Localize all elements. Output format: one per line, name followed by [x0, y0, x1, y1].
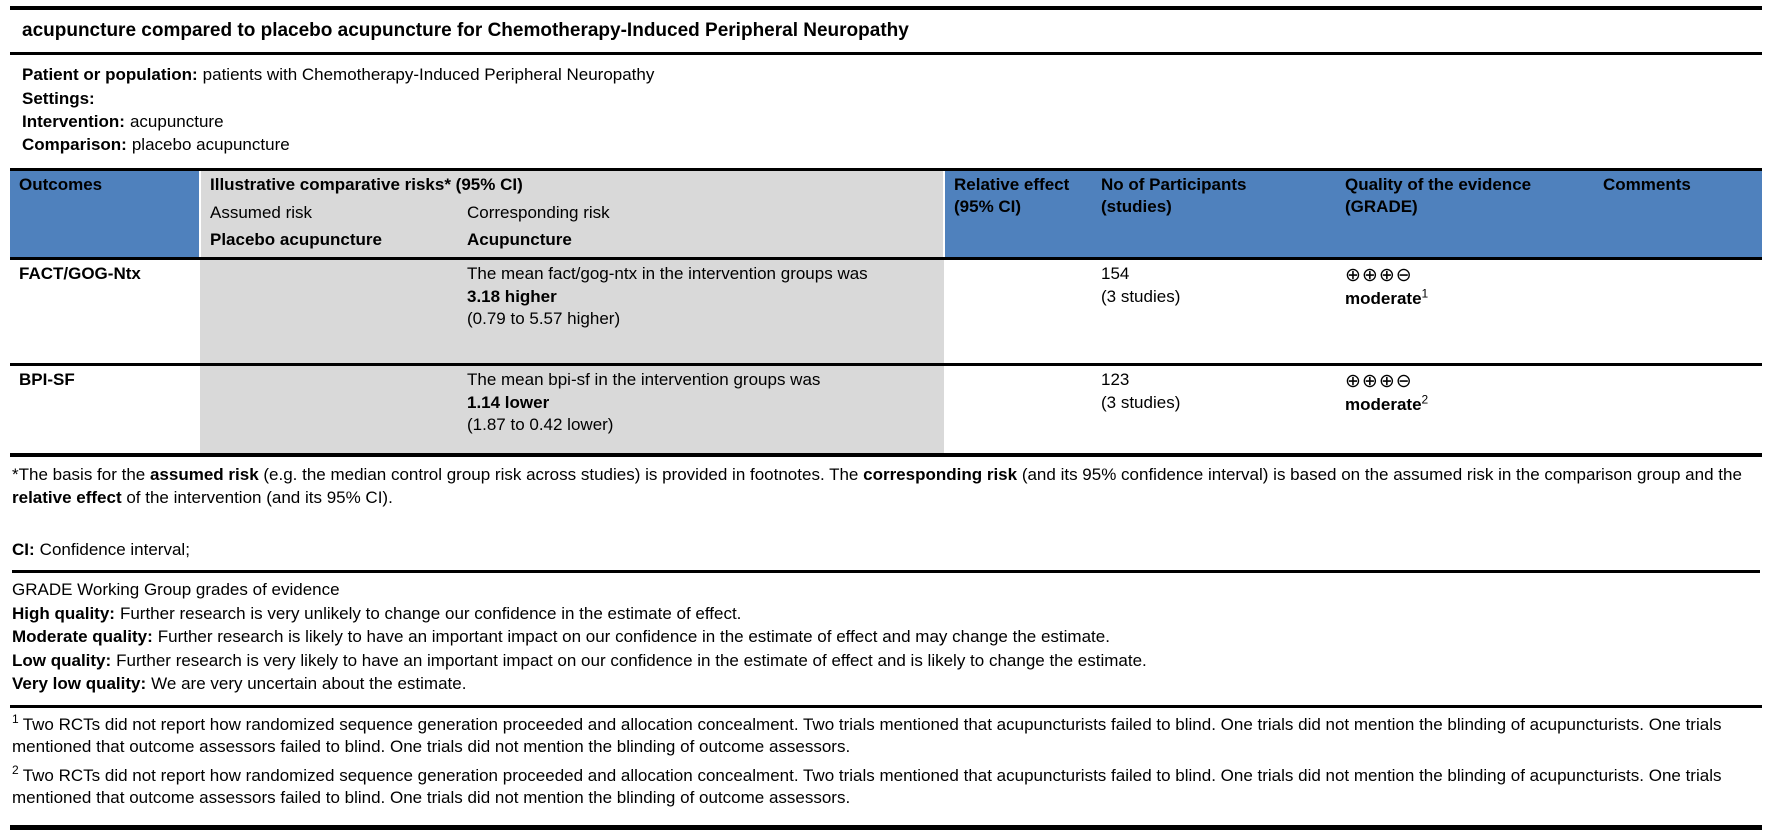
subheader-assumed-risk: Assumed risk — [200, 200, 458, 226]
table-header — [10, 169, 1762, 258]
assumed-risk-footnote: *The basis for the assumed risk (e.g. the median control group risk across studies) is provided in footnotes. The corresponding risk (and its 95% confidence interval) is based on the assumed risk in the comparison group and the relative effect of the intervention (and its 95% CI). — [12, 465, 1742, 507]
quality-cell — [1336, 259, 1594, 365]
subheader-assumed-group: Placebo acupuncture — [200, 227, 458, 259]
quality-cell — [1336, 365, 1594, 456]
relative-effect-cell — [944, 365, 1092, 456]
col-header-quality: Quality of the evidence (GRADE) — [1336, 169, 1594, 258]
footnote-1 — [12, 711, 1760, 759]
comments-cell — [1594, 365, 1762, 456]
outcome-name: BPI-SF — [19, 370, 75, 390]
col-header-outcomes: Outcomes — [10, 169, 200, 258]
table-row-fact-gog-ntx — [10, 259, 1762, 365]
grade-item-high: High quality: Further research is very unlikely to change our confidence in the estimate of effect. — [12, 603, 742, 623]
assumed-risk-cell — [200, 259, 458, 365]
grade-symbols: ⊕⊕⊕⊖ — [1345, 371, 1413, 393]
summary-of-findings-table — [10, 168, 1762, 457]
subheader-corresponding-group: Acupuncture — [458, 227, 944, 259]
outcome-name: FACT/GOG-Ntx — [19, 264, 141, 284]
ci-text: Confidence interval; — [39, 540, 190, 560]
participants-cell: 123 (3 studies) — [1101, 370, 1181, 412]
grade-label: moderate — [1345, 395, 1422, 415]
summary-line-comparison — [22, 134, 1750, 156]
comments-cell — [1594, 259, 1762, 365]
summary-value: placebo acupuncture — [131, 135, 290, 155]
participants-cell: 154 (3 studies) — [1101, 264, 1181, 306]
grade-heading: GRADE Working Group grades of evidence — [12, 580, 340, 600]
col-header-comments: Comments — [1594, 169, 1762, 258]
assumed-risk-cell — [200, 365, 458, 456]
footnote-marker: 2 — [12, 762, 19, 777]
summary-label: Comparison: — [22, 135, 127, 155]
grade-item-very-low: Very low quality: We are very uncertain about the estimate. — [12, 674, 467, 694]
summary-value: acupuncture — [129, 111, 224, 131]
subheader-corresponding-risk: Corresponding risk — [458, 200, 944, 226]
summary-label: Intervention: — [22, 111, 125, 131]
corresponding-risk-cell: The mean fact/gog-ntx in the intervention groups was 3.18 higher (0.79 to 5.57 higher) — [458, 259, 944, 365]
relative-effect-cell — [944, 259, 1092, 365]
footnote-text: Two RCTs did not report how randomized sequence generation proceeded and allocation concealment. Two trials mentioned that acupuncturists failed to blind. One trials did not mention the blinding of acupuncturists. One trials mentioned that outcome assessors failed to blind. One trials did not mention the blinding of outcome assessors. — [12, 714, 1722, 757]
ci-abbreviation-note — [12, 539, 1760, 573]
col-header-relative-effect: Relative effect (95% CI) — [944, 169, 1092, 258]
summary-label: Settings: — [22, 88, 95, 108]
summary-line-intervention — [22, 111, 1750, 133]
population-summary — [10, 55, 1762, 168]
col-header-participants: No of Participants (studies) — [1092, 169, 1336, 258]
grade-grades-of-evidence — [10, 573, 1762, 707]
grade-label: moderate — [1345, 289, 1422, 309]
grade-item-low: Low quality: Further research is very likely to have an important impact on our confidence in the estimate of effect and is likely to change the estimate. — [12, 650, 1147, 670]
summary-label: Patient or population: — [22, 65, 198, 85]
grade-footnote-marker: 1 — [1421, 286, 1429, 301]
footnote-text: Two RCTs did not report how randomized sequence generation proceeded and allocation concealment. Two trials mentioned that acupuncturists failed to blind. One trials did not mention the blinding of acupuncturists. One trials mentioned that outcome assessors failed to blind. One trials did not mention the blinding of outcome assessors. — [12, 765, 1722, 807]
summary-of-findings-document — [10, 6, 1762, 830]
summary-value: patients with Chemotherapy-Induced Peripheral Neuropathy — [202, 65, 655, 85]
footnote-marker: 1 — [12, 711, 19, 726]
page-title: acupuncture compared to placebo acupuncture for Chemotherapy-Induced Peripheral Neuropathy — [10, 6, 1762, 55]
summary-line-settings — [22, 88, 1750, 110]
footnote-2 — [12, 762, 1760, 810]
numbered-footnotes — [10, 708, 1762, 831]
table-row-bpi-sf — [10, 365, 1762, 456]
corresponding-risk-cell: The mean bpi-sf in the intervention groups was 1.14 lower (1.87 to 0.42 lower) — [458, 365, 944, 456]
col-header-illustrative-risks: Illustrative comparative risks* (95% CI) — [200, 169, 944, 200]
ci-label: CI: — [12, 540, 35, 560]
grade-item-moderate: Moderate quality: Further research is likely to have an important impact on our confidence in the estimate of effect and may change the estimate. — [12, 627, 1110, 647]
grade-footnote-marker: 2 — [1421, 392, 1429, 407]
summary-line-patient — [22, 64, 1750, 86]
grade-symbols: ⊕⊕⊕⊖ — [1345, 265, 1413, 287]
